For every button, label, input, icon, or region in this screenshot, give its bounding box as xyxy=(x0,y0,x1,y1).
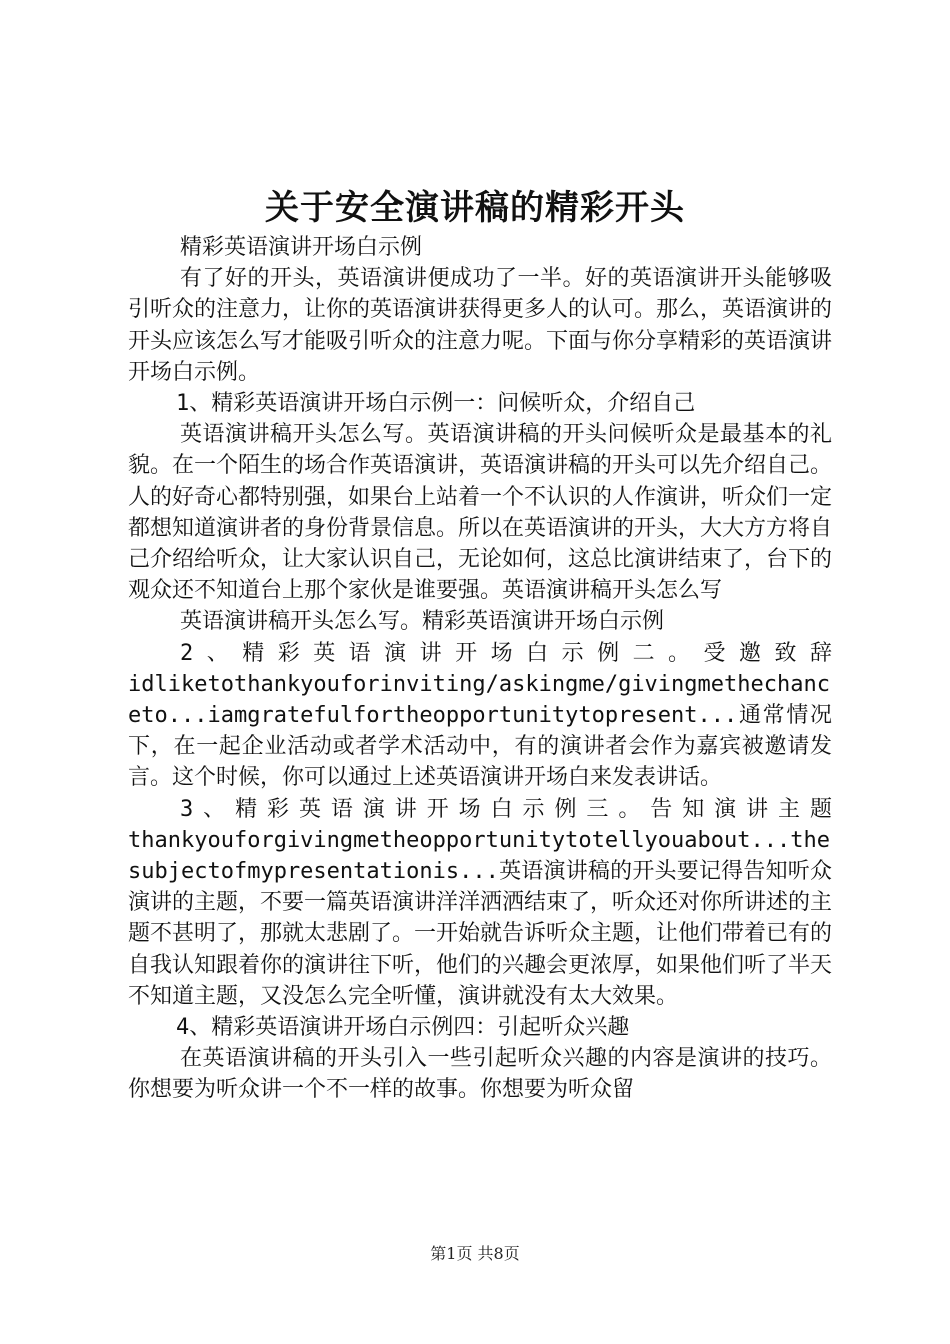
paragraph-heading: 4、精彩英语演讲开场白示例四：引起听众兴趣 xyxy=(176,1015,630,1041)
paragraph: 精彩英语演讲开场白示例 xyxy=(180,235,423,260)
page-footer: 第1页 共8页 xyxy=(430,1244,520,1263)
paragraph: 有了好的开头，英语演讲便成功了一半。好的英语演讲开头能够吸引听众的注意力，让你的英语演讲获得更多人的认可。那么，英语演讲的开头应该怎么写才能吸引听众的注意力呢。下面与你分享精彩的英语演讲开场白示例。 xyxy=(128,266,833,385)
paragraph-heading: 3、精彩英语演讲开场白示例三。告知演讲主题 xyxy=(180,796,832,822)
document-title: 关于安全演讲稿的精彩开头 xyxy=(265,188,685,228)
paragraph-heading: 2、精彩英语演讲开场白示例二。受邀致辞 xyxy=(180,640,832,666)
paragraph-heading: 1、精彩英语演讲开场白示例一：问候听众，介绍自己 xyxy=(176,391,696,417)
paragraph: thankyouforgivingmetheopportunitytotellyouabout...thesubjectofmypresentationis...英语演讲稿的开头要记得告知听众演讲的主题，不要一篇英语演讲洋洋洒洒结束了，听众还对你所讲述的主题不甚明了，那就太悲剧了。一开始就告诉听众主题，让他们带着已有的自我认知跟着你的演讲往下听，他们的兴趣会更浓厚，如果他们听了半天不知道主题，又没怎么完全听懂，演讲就没有太大效果。 xyxy=(128,827,833,1009)
paragraph: 在英语演讲稿的开头引入一些引起听众兴趣的内容是演讲的技巧。你想要为听众讲一个不一样的故事。你想要为听众留 xyxy=(128,1046,832,1103)
paragraph: 英语演讲稿开头怎么写。精彩英语演讲开场白示例 xyxy=(180,609,665,635)
paragraph: 英语演讲稿开头怎么写。英语演讲稿的开头问候听众是最基本的礼貌。在一个陌生的场合作英语演讲，英语演讲稿的开头可以先介绍自己。人的好奇心都特别强，如果台上站着一个不认识的人作演讲，听众们一定都想知道演讲者的身份背景信息。所以在英语演讲的开头，大大方方将自己介绍给听众，让大家认识自己，无论如何，这总比演讲结束了，台下的观众还不知道台上那个家伙是谁要强。英语演讲稿开头怎么写 xyxy=(128,422,833,604)
paragraph: idliketothankyouforinviting/askingme/givingmethechanceto...iamgratefulfortheopportunitytopresent...通常情况下，在一起企业活动或者学术活动中，有的演讲者会作为嘉宾被邀请发言。这个时候，你可以通过上述英语演讲开场白来发表讲话。 xyxy=(128,671,832,791)
document-body xyxy=(128,232,832,1106)
